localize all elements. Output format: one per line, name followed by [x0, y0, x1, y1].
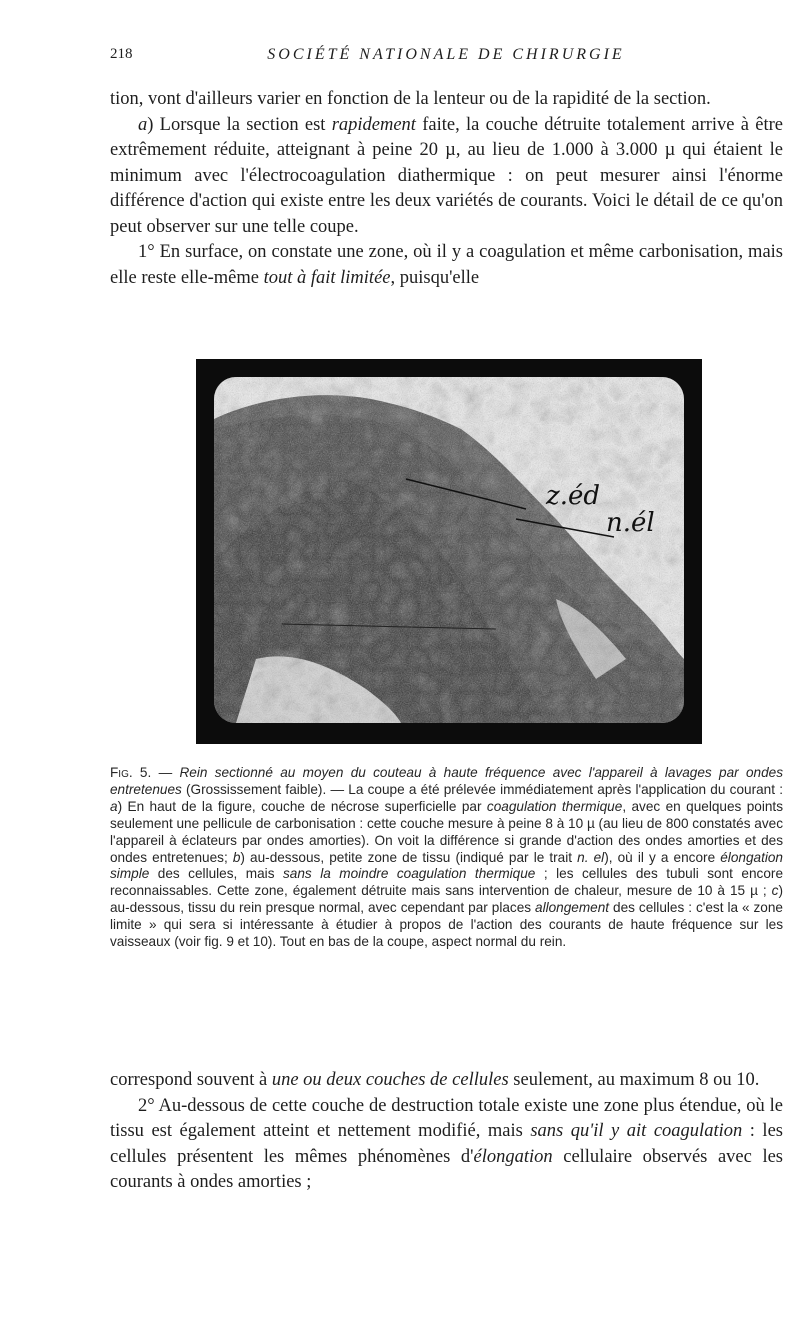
text-span: élongation: [473, 1146, 553, 1167]
text-span: —: [151, 765, 180, 780]
text-span: une ou deux couches de cellules: [271, 1070, 509, 1090]
text-span: rapidement: [331, 114, 416, 135]
text-span: b: [232, 849, 241, 865]
micrograph-image: [196, 359, 702, 744]
text-span: 1° En surface, on constate une zone, où il y a coagulation et même carbonisation, mais elle reste elle-même: [110, 242, 783, 288]
bottom-text-block: [110, 1068, 783, 1196]
text-span: des cellules, mais: [149, 866, 283, 882]
text-span: seulement, au maximum 8 ou 10.: [508, 1070, 760, 1090]
text-span: ; les cellules des tubuli sont encore reconnaissables. Cette zone, également détruite mais sans intervention de chaleur, mesure de 10 à 15 µ ;: [110, 866, 783, 899]
text-span: (Grossissement faible). — La coupe a été prélevée immédiatement après l'application du courant :: [181, 781, 783, 797]
text-span: élongation simple: [110, 849, 783, 882]
text-span: ) au-dessous, tissu du rein presque normal, avec cependant par places: [110, 883, 783, 916]
paragraph-a: [110, 113, 783, 241]
caption-title: Rein sectionné au moyen du couteau à haute fréquence avec l'appareil à lavages par ondes entretenues: [110, 765, 783, 797]
text-span: sans qu'il y ait coagulation: [530, 1121, 743, 1141]
text-span: coagulation thermique: [486, 798, 623, 814]
paragraph-2: [110, 1094, 783, 1196]
paragraph-1: [110, 240, 783, 291]
paragraph-continuation-2: [110, 1068, 783, 1094]
paragraph-continuation: [110, 87, 783, 113]
text-span: allongement: [535, 900, 610, 916]
text-span: 2° Au-dessous de cette couche de destruction totale existe une zone plus étendue, où le tissu est également atteint et nettement modifié, mais: [110, 1095, 783, 1141]
figure-label: Fig. 5.: [110, 765, 152, 780]
text-span: a: [110, 798, 118, 814]
text-span: ) Lorsque la section est: [147, 114, 332, 135]
caption-text: [110, 765, 783, 951]
label-nel: n.él: [606, 508, 655, 538]
text-span: c: [771, 883, 779, 899]
text-span: tout à fait limitée: [263, 267, 391, 288]
text-span: cellulaire observés avec les courants à ondes amorties ;: [110, 1146, 783, 1192]
text-span: : les cellules présentent les mêmes phénomènes d': [110, 1121, 783, 1167]
label-zone-ed: z.éd: [546, 481, 600, 511]
text-span: des cellules : c'est la « zone limite » qui sera si intéressante à étudier à propos de l'action des courants de haute fréquence sur les vaisseaux (voir fig. 9 et 10). Tout en bas de la coupe, aspect normal du rein.: [110, 900, 783, 950]
running-title: SOCIÉTÉ NATIONALE DE CHIRURGIE: [267, 46, 625, 63]
text-span: tion, vont d'ailleurs varier en fonction de la lenteur ou de la rapidité de la section.: [110, 89, 711, 109]
text-span: a: [138, 114, 148, 135]
text-span: correspond souvent à: [110, 1070, 272, 1090]
top-text-block: [110, 87, 783, 291]
text-span: faite, la couche détruite totalement arrive à être extrêmement réduite, atteignant à peine 20 µ, au lieu de 1.000 à 3.000 µ qui étaient le minimum avec l'électrocoagulation diathermique : on peut mesurer ainsi l'énorme différence d'action qui existe entre les deux variétés de courants. Voici le détail de ce qu'on peut observer sur une telle coupe.: [110, 114, 783, 237]
figure-caption: [110, 765, 783, 951]
text-span: sans la moindre coagulation thermique: [283, 866, 536, 882]
text-span: n. el: [577, 849, 605, 865]
page-number: 218: [110, 46, 133, 62]
text-span: ), où il y a encore: [604, 849, 721, 865]
page-header: [110, 46, 782, 70]
text-span: , puisqu'elle: [390, 267, 480, 288]
text-span: ) au-dessous, petite zone de tissu (indiqué par le trait: [240, 849, 578, 865]
figure-micrograph: [196, 359, 702, 744]
text-span: , avec en quelques points seulement une pellicule de carbonisation : cette couche mesure à peine 8 à 10 µ (au lieu de 800 constatés avec l'appareil à éclateurs par ondes amorties). On voit la différence si grande d'action des ondes amorties et des ondes entretenues;: [110, 798, 784, 865]
text-span: ) En haut de la figure, couche de nécrose superficielle par: [117, 798, 487, 814]
